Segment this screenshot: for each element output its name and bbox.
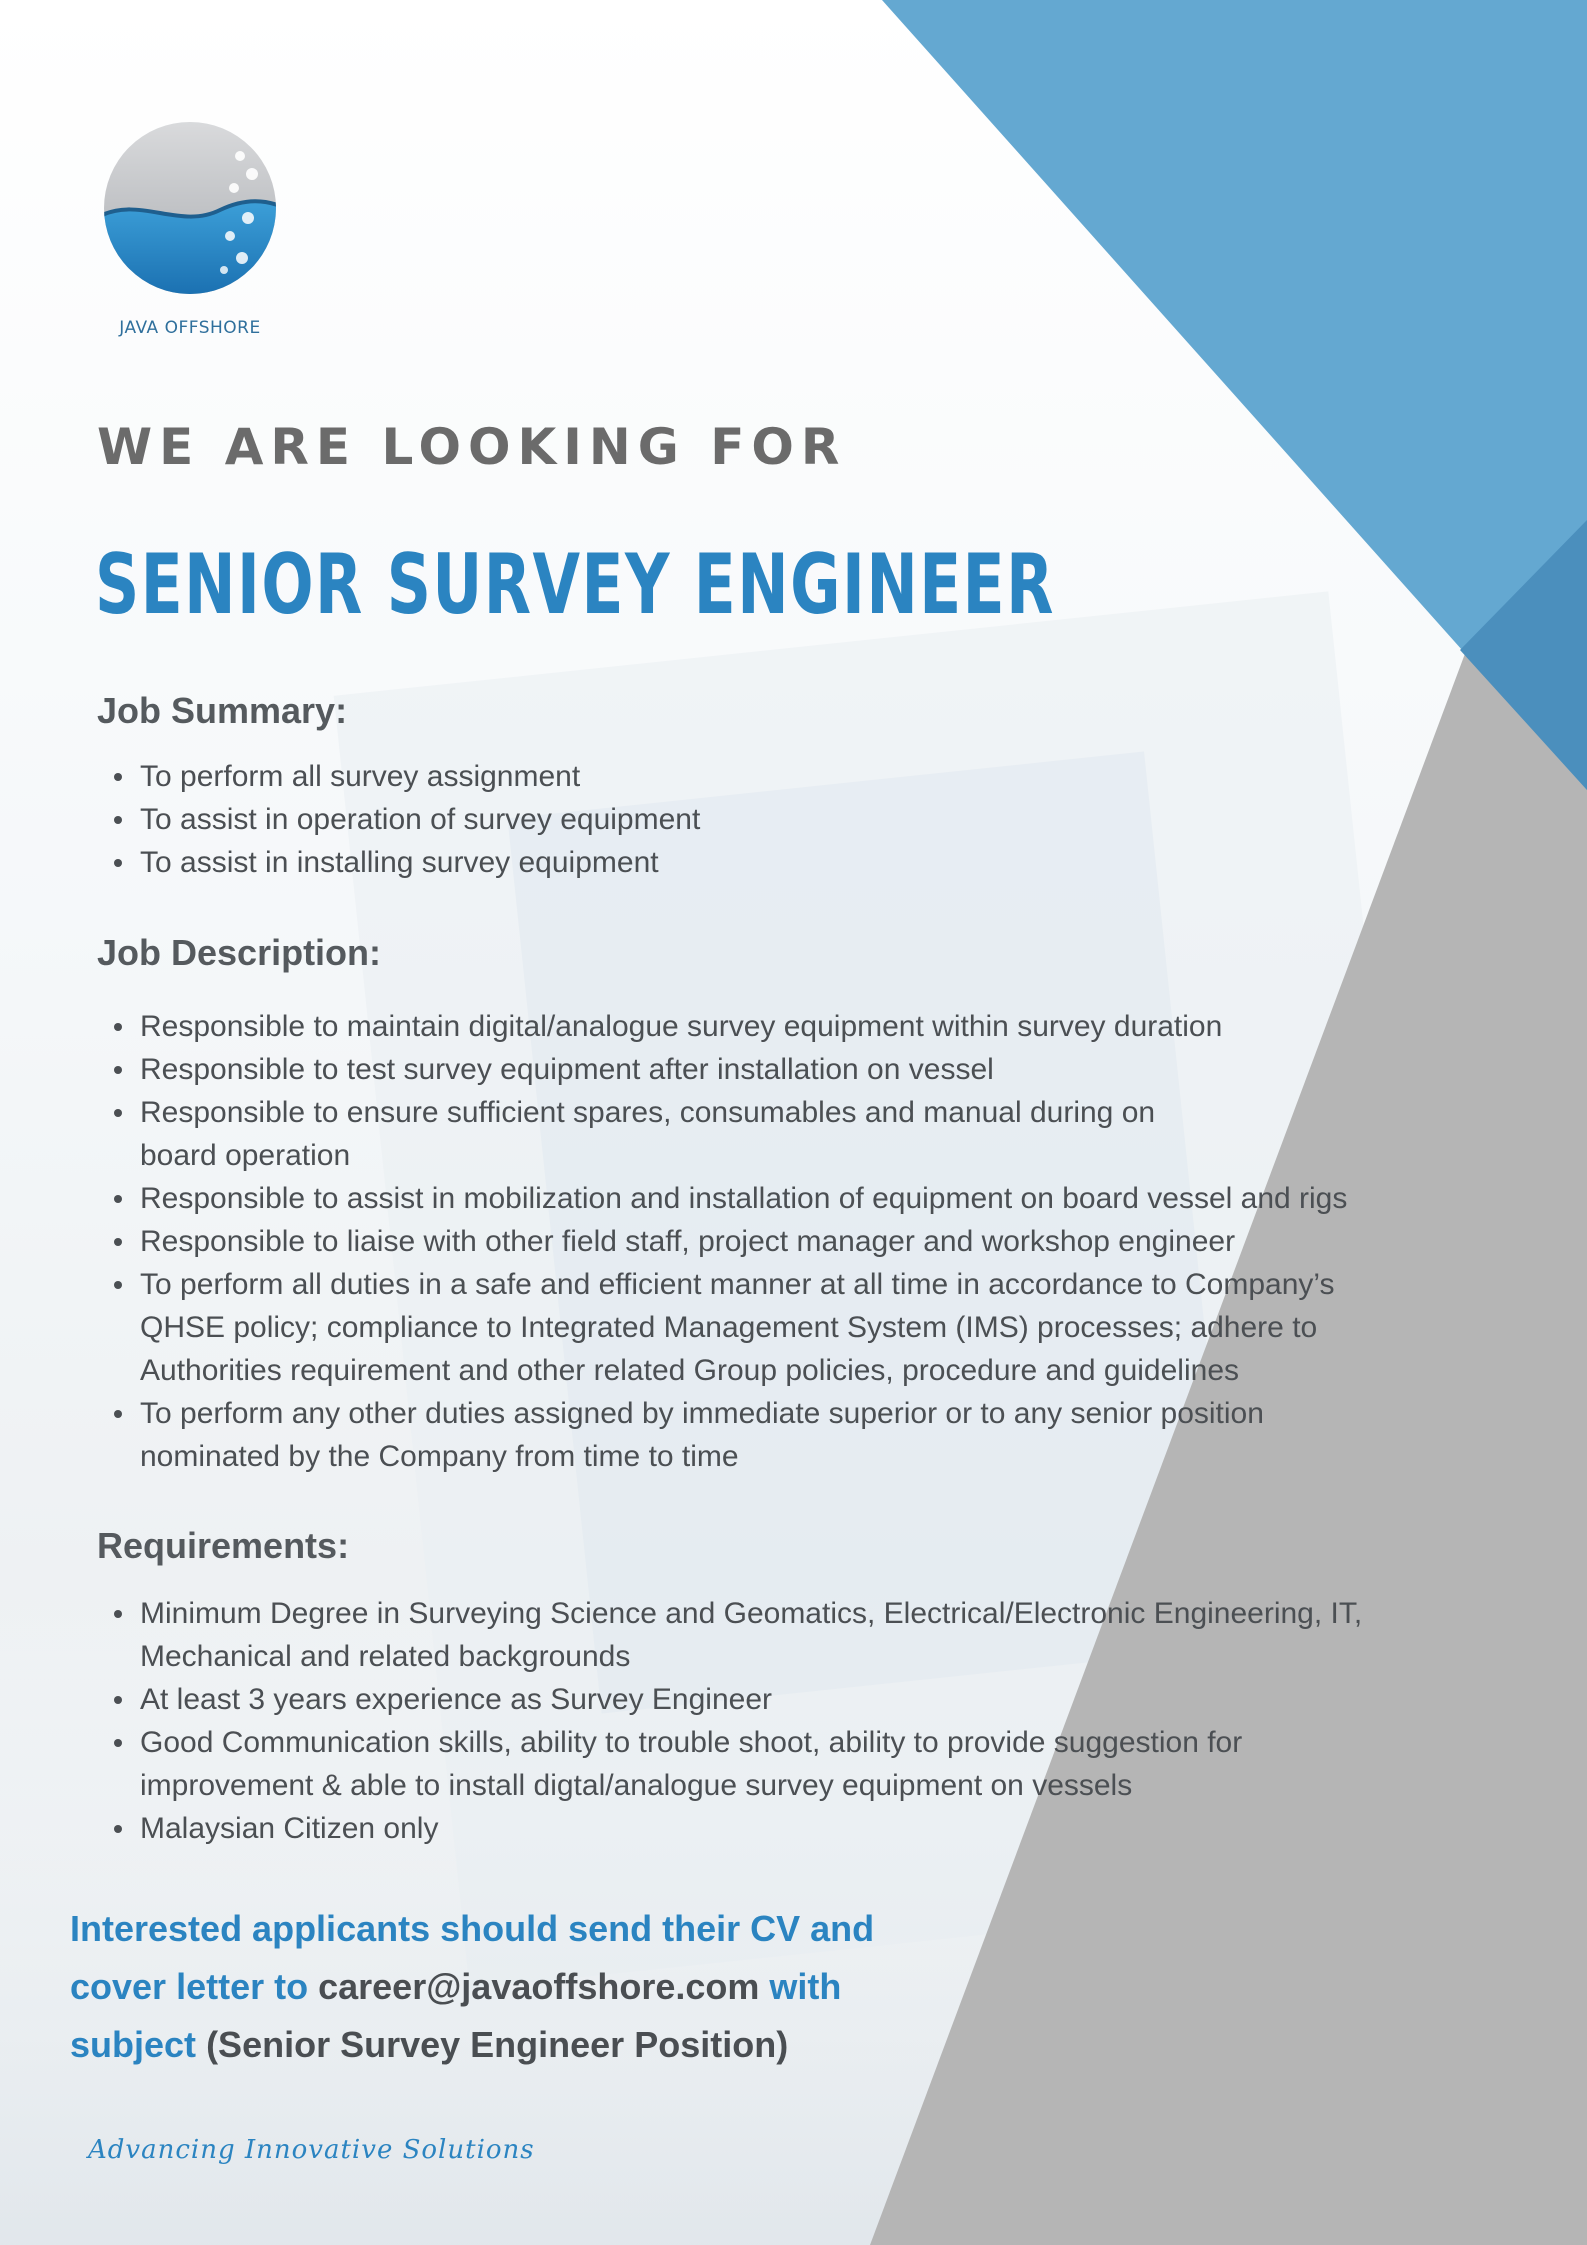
- list-item: At least 3 years experience as Survey Engineer: [97, 1678, 1367, 1721]
- list-item: Malaysian Citizen only: [97, 1807, 1367, 1850]
- requirements-list: [97, 1592, 1367, 1850]
- logo-text: JAVA OFFSHORE: [119, 318, 261, 338]
- job-title: SENIOR SURVEY ENGINEER: [95, 536, 1055, 633]
- job-description-heading: Job Description:: [97, 932, 382, 973]
- job-description-list: [97, 1005, 1367, 1478]
- list-item: Good Communication skills, ability to trouble shoot, ability to provide suggestion for improvement & able to install digtal/analogue survey equipment on vessels: [97, 1721, 1340, 1807]
- contact-text-1: Interested applicants should send their CV and cover letter to: [70, 1908, 875, 2007]
- eyebrow-heading: WE ARE LOOKING FOR: [97, 418, 847, 476]
- list-item: To perform all duties in a safe and efficient manner at all time in accordance to Company’s QHSE policy; compliance to Integrated Management System (IMS) processes; adhere to Authorities requirement and other related Group policies, procedure and guidelines: [97, 1263, 1367, 1392]
- list-item: To perform any other duties assigned by immediate superior or to any senior position nominated by the Company from time to time: [97, 1392, 1340, 1478]
- application-instructions: [70, 1900, 910, 2074]
- contact-email-link[interactable]: career@javaoffshore.com: [318, 1966, 760, 2007]
- tagline: Advancing Innovative Solutions: [88, 2135, 535, 2165]
- contact-subject: (Senior Survey Engineer Position): [206, 2024, 789, 2065]
- requirements-heading: Requirements:: [97, 1525, 350, 1566]
- list-item: Responsible to test survey equipment after installation on vessel: [97, 1048, 1367, 1091]
- job-summary-list: [97, 755, 857, 884]
- list-item: Responsible to ensure sufficient spares, consumables and manual during on board operation: [97, 1091, 1190, 1177]
- list-item: Responsible to liaise with other field staff, project manager and workshop engineer: [97, 1220, 1367, 1263]
- list-item: To perform all survey assignment: [97, 755, 857, 798]
- list-item: Responsible to assist in mobilization and installation of equipment on board vessel and rigs: [97, 1177, 1367, 1220]
- wave-bubbles-logo-icon: [100, 118, 280, 298]
- list-item: Responsible to maintain digital/analogue survey equipment within survey duration: [97, 1005, 1367, 1048]
- contact-text-2: with subject: [70, 1966, 842, 2065]
- job-summary-heading: Job Summary:: [97, 690, 348, 731]
- list-item: To assist in operation of survey equipment: [97, 798, 857, 841]
- list-item: To assist in installing survey equipment: [97, 841, 857, 884]
- list-item: Minimum Degree in Surveying Science and Geomatics, Electrical/Electronic Engineering, IT, Mechanical and related backgrounds: [97, 1592, 1367, 1678]
- company-logo: [100, 118, 280, 343]
